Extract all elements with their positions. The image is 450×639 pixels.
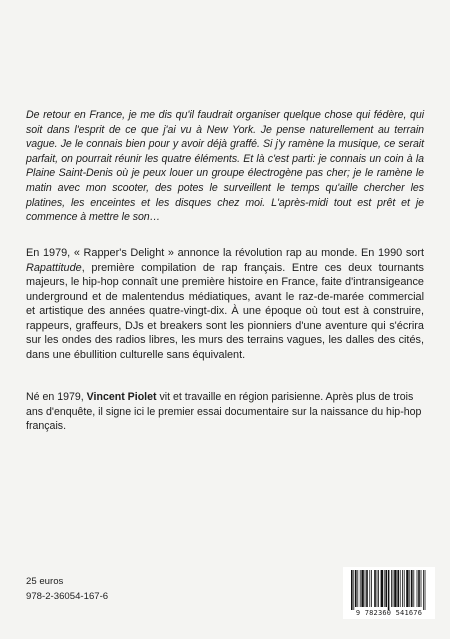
barcode-bar <box>384 570 385 607</box>
barcode-bar <box>369 570 370 607</box>
album-title: Rapattitude <box>26 261 82 274</box>
barcode-bar <box>409 570 410 607</box>
barcode-bar <box>361 570 363 607</box>
barcode-bar <box>418 570 420 607</box>
barcode-bar <box>381 570 383 607</box>
barcode-bar <box>366 570 368 607</box>
barcode-bar <box>411 570 413 607</box>
author-bio <box>26 390 424 434</box>
bio-text-before: Né en 1979, <box>26 391 87 403</box>
barcode-bar <box>371 570 372 607</box>
opening-quote: De retour en France, je me dis qu'il faudrait organiser quelque chose qui fédère, qui soit dans l'esprit de ce que j'ai vu à New York. Je pense naturellement au terrain vague. Je le connais bien pour y avoir déjà graffé. Si j'y ramène la musique, ce serait parfait, on pourrait réunir les quatre éléments. Et là c'est parti: je connais un coin à la Plaine Saint-Denis où je peux louer un groupe électrogène pas cher; je le ramène le matin avec mon scooter, des potes le surveillent le temps qu'aille chercher les platines, les enceintes et les disques chez moi. L'après-midi tout est prêt et je commence à mettre le son… <box>26 109 424 224</box>
barcode-bar <box>423 570 424 610</box>
barcode-bar <box>417 570 418 607</box>
barcode-bar <box>402 570 403 607</box>
history-paragraph <box>26 246 424 362</box>
barcode-digits: 9 782360 541676 <box>355 609 423 617</box>
barcode-bar <box>385 570 387 607</box>
barcode-bar <box>413 570 414 607</box>
barcode-bar <box>355 570 357 607</box>
barcode-bar <box>400 570 401 607</box>
barcode-bar <box>421 570 422 607</box>
barcode-bar <box>425 570 426 610</box>
barcode-bar <box>391 570 392 607</box>
history-text-part2: , première compilation de rap français. Entre ces deux tournants majeurs, le hip-hop connaît une première histoire en France, faite d'intransigeance underground et de malentendus médiatiques, avant le raz-de-marée commercial et artistique des années quatre-vingt-dix. À une époque où tout est à construire, rappeurs, graffeurs, DJs et breakers sont les pionniers d'une aventure qui s'écrira sur les ondes des radios libres, les murs des terrains vagues, les dalles des cités, dans une ébullition culturelle sans équivalent. <box>26 261 424 361</box>
barcode-bar <box>388 570 390 610</box>
barcode-bar <box>377 570 378 607</box>
barcode-bar <box>397 570 399 607</box>
bio-text-after: vit et travaille en région parisienne. Après plus de trois ans d'enquête, il signe ici le premier essai documentaire sur la naissance du hip-hop français. <box>26 391 422 433</box>
barcode <box>343 567 435 619</box>
barcode-bar <box>378 570 379 607</box>
barcode-bar <box>353 570 354 610</box>
barcode-bar <box>365 570 366 607</box>
barcode-bar <box>406 570 408 607</box>
barcode-bar <box>393 570 394 607</box>
price-label: 25 euros <box>26 576 64 587</box>
barcode-bars <box>343 567 435 611</box>
history-text-part1: En 1979, « Rapper's Delight » annonce la révolution rap au monde. En 1990 sort <box>26 247 424 259</box>
barcode-bar <box>374 570 376 607</box>
barcode-bar <box>351 570 353 610</box>
barcode-bar <box>357 570 358 607</box>
barcode-bar <box>404 570 405 607</box>
barcode-bar <box>360 570 361 607</box>
author-name: Vincent Piolet <box>86 391 157 403</box>
isbn-label: 978-2-36054-167-6 <box>26 591 109 602</box>
barcode-bar <box>394 570 396 607</box>
